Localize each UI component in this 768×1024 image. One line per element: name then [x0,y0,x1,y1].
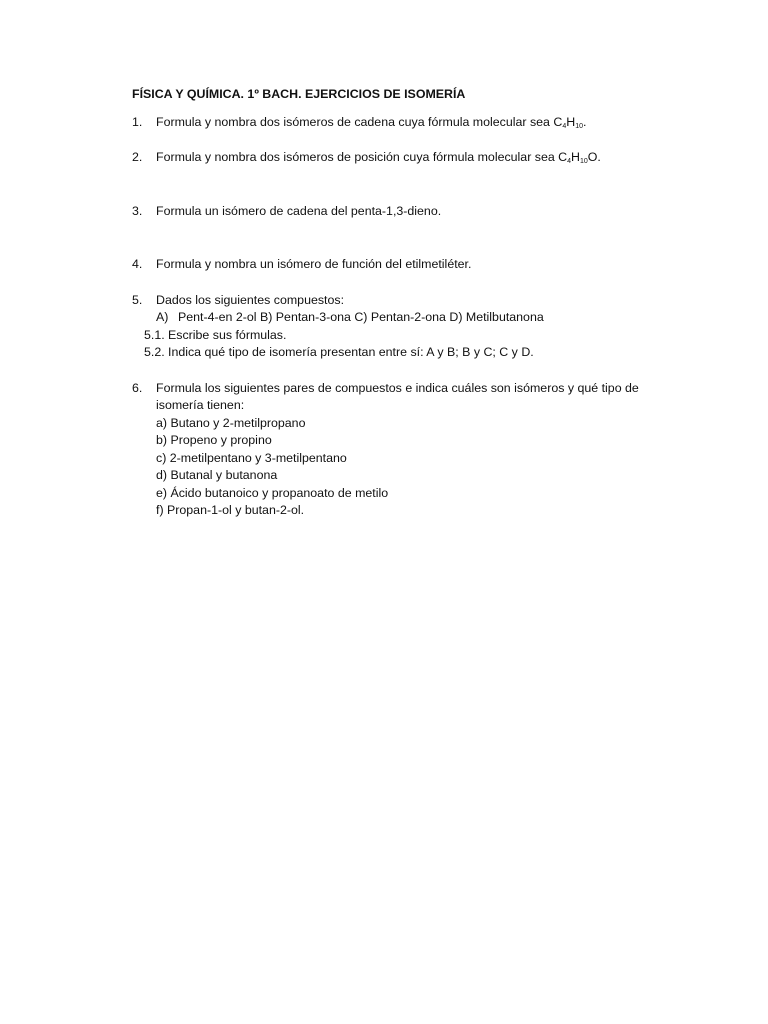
compound-pair: f) Propan-1-ol y butan-2-ol. [156,503,305,517]
exercise-5 [132,292,672,362]
subscript: 10 [575,122,583,130]
exercise-text-main: Formula y nombra dos isómeros de posición cuya fórmula molecular sea C [156,150,568,164]
exercise-3 [132,203,672,221]
exercise-number: 3. [132,203,143,218]
compound-pair: b) Propeno y propino [156,433,272,447]
subscript: 10 [580,158,588,165]
exercise-body [144,292,672,362]
compound-options [156,309,672,327]
exercise-1 [132,114,672,132]
exercise-text: Formula un isómero de cadena del penta-1,3-dieno. [156,203,442,218]
formula-element: H [566,114,576,129]
sub-exercise-5-2 [144,344,672,362]
exercise-number: 1. [132,114,143,129]
exercise-6 [132,380,672,520]
sub-exercise-label: 5.2. [144,345,165,359]
exercise-text-main: Formula y nombra dos isómeros de cadena cuya fórmula molecular sea C [156,114,563,129]
compound-pair: c) 2-metilpentano y 3-metilpentano [156,450,347,465]
exercise-text [156,149,672,167]
exercise-body [156,380,672,520]
compound-pair: a) Butano y 2-metilpropano [156,415,306,430]
subscript: 4 [567,158,572,165]
document-title: FÍSICA Y QUÍMICA. 1º BACH. EJERCICIOS DE ISOMERÍA [132,87,466,101]
exercise-text [156,114,672,132]
exercise-text: Dados los siguientes compuestos: [156,292,345,307]
exercise-number: 2. [132,150,143,164]
option-label: A) [156,310,169,324]
exercise-number: 4. [132,257,143,271]
subscript: 4 [562,122,567,130]
exercise-number: 5. [132,292,143,307]
sub-exercise-text: Escribe sus fórmulas. [168,327,287,342]
exercise-number: 6. [132,380,143,395]
formula-end: . [582,114,587,129]
exercise-4 [132,256,672,274]
exercise-text: Formula y nombra un isómero de función del etilmetiléter. [156,257,472,271]
compound-pair: e) Ácido butanoico y propanoato de metilo [156,485,389,500]
sub-exercise-5-1 [144,327,672,345]
formula-end: O. [587,150,601,164]
option-text: Pent-4-en 2-ol B) Pentan-3-ona C) Pentan-2-ona D) Metilbutanona [178,310,544,324]
compound-pair: d) Butanal y butanona [156,468,278,482]
formula-element: H [571,150,580,164]
document-content [132,86,672,520]
sub-exercise-text: Indica qué tipo de isomería presentan entre sí: A y B; B y C; C y D. [168,345,534,359]
sub-exercise-label: 5.1. [144,327,165,342]
exercise-text: Formula los siguientes pares de compuestos e indica cuáles son isómeros y qué tipo de isomería tienen: [156,380,639,412]
exercise-2 [132,149,672,167]
